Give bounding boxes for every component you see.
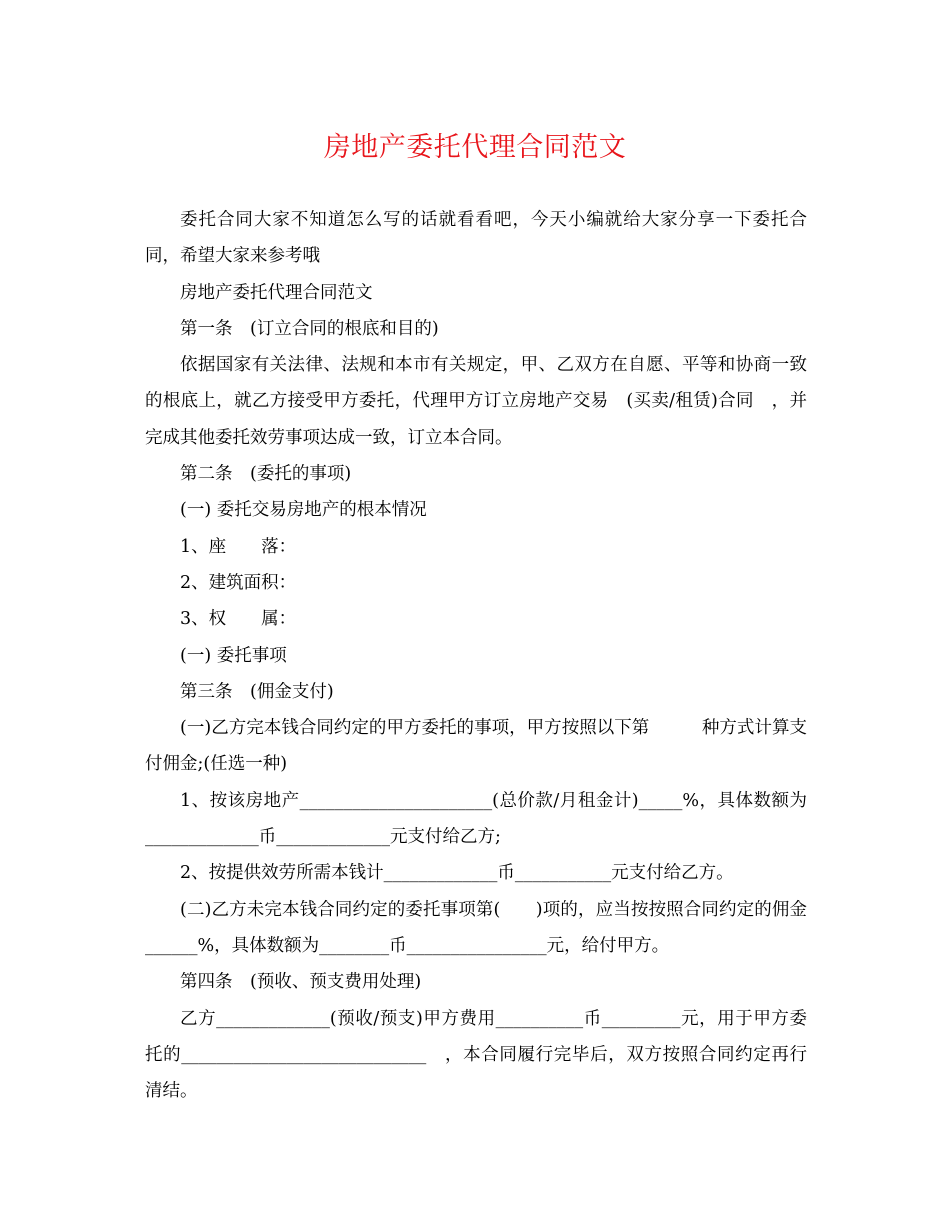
article-2-section-2: (一) 委托事项 xyxy=(180,645,287,666)
commission-option-1: 1、按该房地产______________________(总价款/月租金计)_____%，具体数额为_____________币_____________元支付给乙方; xyxy=(145,790,807,848)
property-location-line: 1、座 落： xyxy=(180,536,297,557)
property-ownership-line: 3、权 属： xyxy=(180,609,297,630)
property-area-line: 2、建筑面积： xyxy=(180,572,297,593)
article-3-heading: 第三条 (佣金支付) xyxy=(180,681,334,702)
document-body xyxy=(145,202,807,1109)
article-1-text: 依据国家有关法律、法规和本市有关规定，甲、乙双方在自愿、平等和协商一致的根底上，就乙方接受甲方委托，代理甲方订立房地产交易 (买卖/租赁)合同 ，并完成其他委托效劳事项达成一致，订立本合同。 xyxy=(145,355,807,448)
contract-name-line: 房地产委托代理合同范文 xyxy=(180,282,373,303)
article-3-clause-1: (一)乙方完本钱合同约定的甲方委托的事项，甲方按照以下第 种方式计算支付佣金;(任选一种) xyxy=(145,718,807,775)
article-2-section-1: (一) 委托交易房地产的根本情况 xyxy=(180,500,427,521)
article-4-heading: 第四条 (预收、预支费用处理) xyxy=(180,972,422,993)
document-title: 房地产委托代理合同范文 xyxy=(323,132,627,163)
article-2-heading: 第二条 (委托的事项) xyxy=(180,464,352,485)
article-3-clause-2: (二)乙方未完本钱合同约定的委托事项第( )项的，应当按按照合同约定的佣金______%，具体数额为________币________________元，给付甲方。 xyxy=(145,899,807,956)
article-4-text: 乙方_____________(预收/预支)甲方费用__________币_________元，用于甲方委托的____________________________ ，本合同履行完毕后，双方按照合同约定再行清结。 xyxy=(145,1008,807,1102)
article-1-heading: 第一条 (订立合同的根底和目的) xyxy=(180,318,439,339)
intro-paragraph: 委托合同大家不知道怎么写的话就看看吧，今天小编就给大家分享一下委托合同，希望大家来参考哦 xyxy=(145,210,807,267)
commission-option-2: 2、按提供效劳所需本钱计_____________币___________元支付给乙方。 xyxy=(180,863,734,884)
